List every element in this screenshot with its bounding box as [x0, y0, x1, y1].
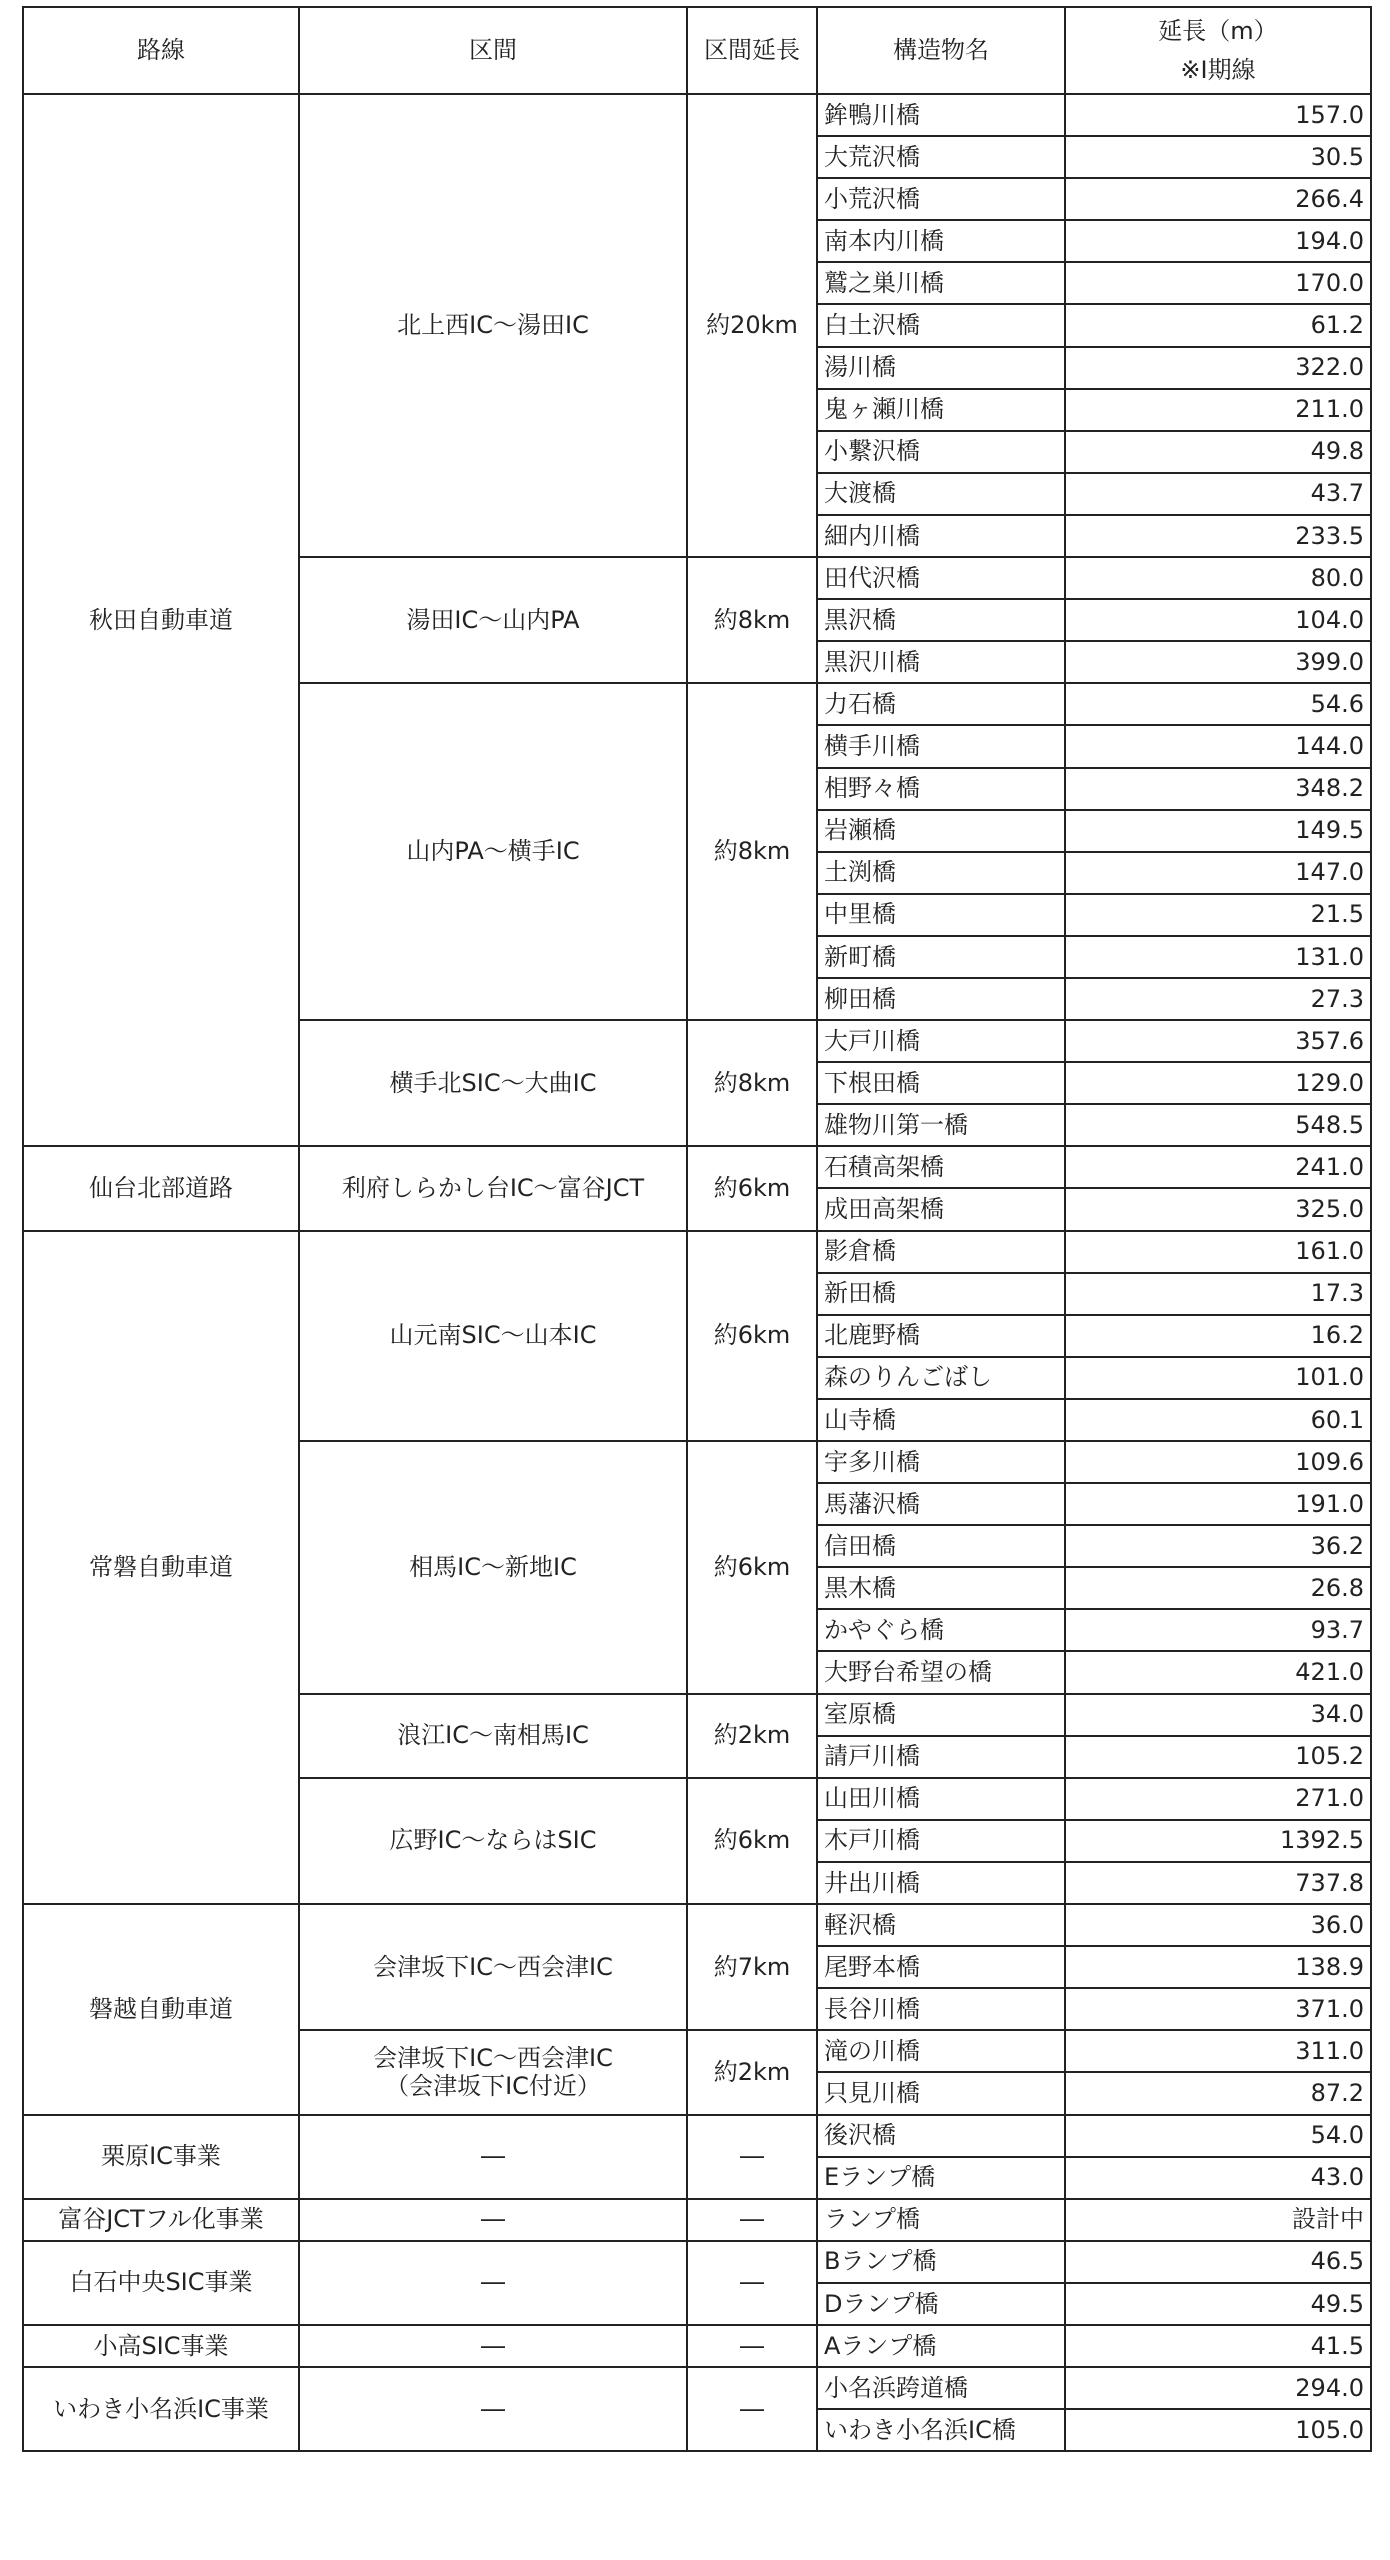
section-length-cell: ― — [687, 2367, 817, 2451]
bridge-table — [22, 6, 1372, 2452]
table-row — [23, 2241, 1371, 2283]
structure-name-cell: 鬼ヶ瀬川橋 — [817, 389, 1065, 431]
length-cell: 93.7 — [1065, 1609, 1371, 1651]
section-length-cell: 約2km — [687, 1694, 817, 1778]
length-cell: 233.5 — [1065, 515, 1371, 557]
section-cell — [299, 2115, 687, 2199]
length-cell: 138.9 — [1065, 1946, 1371, 1988]
length-cell: 49.5 — [1065, 2283, 1371, 2325]
route-cell: 常磐自動車道 — [23, 1231, 299, 1905]
section-cell — [299, 1146, 687, 1230]
length-cell: 26.8 — [1065, 1567, 1371, 1609]
length-cell: 294.0 — [1065, 2367, 1371, 2409]
table-row — [23, 2115, 1371, 2157]
route-cell: 仙台北部道路 — [23, 1146, 299, 1230]
header-section: 区間 — [299, 7, 687, 94]
structure-name-cell: Bランプ橋 — [817, 2241, 1065, 2283]
length-cell: 87.2 — [1065, 2072, 1371, 2114]
table-row — [23, 1231, 1371, 1273]
structure-name-cell: 大渡橋 — [817, 473, 1065, 515]
length-cell: 271.0 — [1065, 1778, 1371, 1820]
section-length-cell: 約7km — [687, 1904, 817, 2030]
structure-name-cell: 相野々橋 — [817, 768, 1065, 810]
table-row — [23, 1146, 1371, 1188]
length-cell: 357.6 — [1065, 1020, 1371, 1062]
structure-name-cell: Dランプ橋 — [817, 2283, 1065, 2325]
table-body — [23, 94, 1371, 2451]
header-route: 路線 — [23, 7, 299, 94]
section-label: 山内PA～横手IC — [406, 837, 580, 866]
section-cell — [299, 1020, 687, 1146]
structure-name-cell: 新町橋 — [817, 936, 1065, 978]
length-cell: 17.3 — [1065, 1273, 1371, 1315]
structure-name-cell: Eランプ橋 — [817, 2157, 1065, 2199]
route-cell: 富谷JCTフル化事業 — [23, 2199, 299, 2241]
structure-name-cell: 後沢橋 — [817, 2115, 1065, 2157]
length-cell: 371.0 — [1065, 1988, 1371, 2030]
length-cell: 41.5 — [1065, 2325, 1371, 2367]
length-cell: 170.0 — [1065, 262, 1371, 304]
section-length-cell: 約6km — [687, 1778, 817, 1904]
structure-name-cell: 森のりんごばし — [817, 1357, 1065, 1399]
section-length-cell: 約6km — [687, 1441, 817, 1694]
section-label: 利府しらかし台IC～富谷JCT — [341, 1174, 645, 1203]
structure-name-cell: かやぐら橋 — [817, 1609, 1065, 1651]
length-cell: 157.0 — [1065, 94, 1371, 136]
structure-name-cell: 請戸川橋 — [817, 1736, 1065, 1778]
structure-name-cell: 影倉橋 — [817, 1231, 1065, 1273]
section-cell — [299, 1694, 687, 1778]
route-cell: 磐越自動車道 — [23, 1904, 299, 2114]
section-length-cell: 約8km — [687, 1020, 817, 1146]
structure-name-cell: 小名浜跨道橋 — [817, 2367, 1065, 2409]
section-length-cell: ― — [687, 2199, 817, 2241]
structure-name-cell: 細内川橋 — [817, 515, 1065, 557]
section-label: ― — [481, 2331, 505, 2360]
length-cell: 241.0 — [1065, 1146, 1371, 1188]
length-cell: 43.0 — [1065, 2157, 1371, 2199]
section-cell — [299, 94, 687, 557]
route-cell: 秋田自動車道 — [23, 94, 299, 1146]
length-cell: 348.2 — [1065, 768, 1371, 810]
section-cell — [299, 2199, 687, 2241]
structure-name-cell: 尾野本橋 — [817, 1946, 1065, 1988]
length-cell: 211.0 — [1065, 389, 1371, 431]
section-label: 会津坂下IC～西会津IC — [373, 2043, 613, 2072]
section-cell — [299, 2030, 687, 2114]
length-cell: 149.5 — [1065, 810, 1371, 852]
route-cell: 小高SIC事業 — [23, 2325, 299, 2367]
header-row — [23, 7, 1371, 94]
structure-name-cell: 山田川橋 — [817, 1778, 1065, 1820]
structure-name-cell: 黒沢橋 — [817, 599, 1065, 641]
structure-name-cell: 田代沢橋 — [817, 557, 1065, 599]
length-cell: 36.0 — [1065, 1904, 1371, 1946]
length-cell: 設計中 — [1065, 2199, 1371, 2241]
length-cell: 54.6 — [1065, 683, 1371, 725]
length-cell: 325.0 — [1065, 1188, 1371, 1230]
section-label: 浪江IC～南相馬IC — [397, 1721, 589, 1750]
length-cell: 49.8 — [1065, 431, 1371, 473]
structure-name-cell: 中里橋 — [817, 894, 1065, 936]
length-cell: 80.0 — [1065, 557, 1371, 599]
structure-name-cell: 石積高架橋 — [817, 1146, 1065, 1188]
section-length-cell: ― — [687, 2325, 817, 2367]
section-sublabel: （会津坂下IC付近） — [385, 2072, 601, 2101]
length-cell: 191.0 — [1065, 1483, 1371, 1525]
length-cell: 737.8 — [1065, 1862, 1371, 1904]
section-cell — [299, 2325, 687, 2367]
table-row — [23, 2199, 1371, 2241]
structure-name-cell: 井出川橋 — [817, 1862, 1065, 1904]
length-cell: 101.0 — [1065, 1357, 1371, 1399]
section-length-cell: 約8km — [687, 557, 817, 683]
length-cell: 144.0 — [1065, 725, 1371, 767]
structure-name-cell: 室原橋 — [817, 1694, 1065, 1736]
section-label: 広野IC～ならはSIC — [389, 1826, 597, 1855]
section-cell — [299, 1904, 687, 2030]
structure-name-cell: 下根田橋 — [817, 1062, 1065, 1104]
length-cell: 1392.5 — [1065, 1820, 1371, 1862]
structure-name-cell: 鉾鴨川橋 — [817, 94, 1065, 136]
structure-name-cell: 鷲之巣川橋 — [817, 262, 1065, 304]
length-cell: 131.0 — [1065, 936, 1371, 978]
structure-name-cell: 力石橋 — [817, 683, 1065, 725]
structure-name-cell: 大荒沢橋 — [817, 136, 1065, 178]
route-cell: いわき小名浜IC事業 — [23, 2367, 299, 2451]
length-cell: 60.1 — [1065, 1399, 1371, 1441]
length-cell: 421.0 — [1065, 1651, 1371, 1693]
table-row — [23, 1904, 1371, 1946]
length-cell: 61.2 — [1065, 304, 1371, 346]
header-section-length: 区間延長 — [687, 7, 817, 94]
structure-name-cell: いわき小名浜IC橋 — [817, 2409, 1065, 2451]
length-cell: 54.0 — [1065, 2115, 1371, 2157]
structure-name-cell: 北鹿野橋 — [817, 1315, 1065, 1357]
section-cell — [299, 557, 687, 683]
length-cell: 36.2 — [1065, 1525, 1371, 1567]
structure-name-cell: 成田高架橋 — [817, 1188, 1065, 1230]
structure-name-cell: 土渕橋 — [817, 852, 1065, 894]
length-cell: 34.0 — [1065, 1694, 1371, 1736]
header-length-label: 延長（m） — [1158, 17, 1278, 46]
section-length-cell: ― — [687, 2241, 817, 2325]
section-length-cell: ― — [687, 2115, 817, 2199]
section-label: 相馬IC～新地IC — [409, 1552, 577, 1581]
structure-name-cell: 信田橋 — [817, 1525, 1065, 1567]
section-length-cell: 約6km — [687, 1146, 817, 1230]
structure-name-cell: 小荒沢橋 — [817, 178, 1065, 220]
length-cell: 399.0 — [1065, 641, 1371, 683]
structure-name-cell: Aランプ橋 — [817, 2325, 1065, 2367]
length-cell: 109.6 — [1065, 1441, 1371, 1483]
section-cell — [299, 1778, 687, 1904]
structure-name-cell: 馬藩沢橋 — [817, 1483, 1065, 1525]
length-cell: 548.5 — [1065, 1104, 1371, 1146]
length-cell: 322.0 — [1065, 347, 1371, 389]
length-cell: 129.0 — [1065, 1062, 1371, 1104]
structure-name-cell: 白土沢橋 — [817, 304, 1065, 346]
length-cell: 46.5 — [1065, 2241, 1371, 2283]
section-length-cell: 約20km — [687, 94, 817, 557]
structure-name-cell: 新田橋 — [817, 1273, 1065, 1315]
length-cell: 21.5 — [1065, 894, 1371, 936]
length-cell: 311.0 — [1065, 2030, 1371, 2072]
structure-name-cell: 滝の川橋 — [817, 2030, 1065, 2072]
table-row — [23, 94, 1371, 136]
section-cell — [299, 683, 687, 1020]
header-length-note: ※Ⅰ期線 — [1180, 55, 1256, 84]
structure-name-cell: 木戸川橋 — [817, 1820, 1065, 1862]
section-cell — [299, 1441, 687, 1694]
structure-name-cell: 小繋沢橋 — [817, 431, 1065, 473]
section-label: 湯田IC～山内PA — [406, 605, 580, 634]
structure-name-cell: 大野台希望の橋 — [817, 1651, 1065, 1693]
length-cell: 16.2 — [1065, 1315, 1371, 1357]
structure-name-cell: 雄物川第一橋 — [817, 1104, 1065, 1146]
length-cell: 105.2 — [1065, 1736, 1371, 1778]
length-cell: 43.7 — [1065, 473, 1371, 515]
length-cell: 147.0 — [1065, 852, 1371, 894]
section-label: ― — [481, 2268, 505, 2297]
section-label: ― — [481, 2205, 505, 2234]
section-label: ― — [481, 2394, 505, 2423]
structure-name-cell: 宇多川橋 — [817, 1441, 1065, 1483]
length-cell: 104.0 — [1065, 599, 1371, 641]
table-row — [23, 2325, 1371, 2367]
structure-name-cell: 南本内川橋 — [817, 220, 1065, 262]
section-label: ― — [481, 2142, 505, 2171]
route-cell: 白石中央SIC事業 — [23, 2241, 299, 2325]
structure-name-cell: 岩瀬橋 — [817, 810, 1065, 852]
length-cell: 266.4 — [1065, 178, 1371, 220]
structure-name-cell: 長谷川橋 — [817, 1988, 1065, 2030]
length-cell: 194.0 — [1065, 220, 1371, 262]
structure-name-cell: 軽沢橋 — [817, 1904, 1065, 1946]
structure-name-cell: 大戸川橋 — [817, 1020, 1065, 1062]
table-row — [23, 2367, 1371, 2409]
structure-name-cell: 只見川橋 — [817, 2072, 1065, 2114]
section-cell — [299, 2241, 687, 2325]
section-label: 北上西IC～湯田IC — [397, 311, 589, 340]
structure-name-cell: 黒沢川橋 — [817, 641, 1065, 683]
section-length-cell: 約2km — [687, 2030, 817, 2114]
section-cell — [299, 2367, 687, 2451]
structure-name-cell: 湯川橋 — [817, 347, 1065, 389]
structure-name-cell: 柳田橋 — [817, 978, 1065, 1020]
route-cell: 栗原IC事業 — [23, 2115, 299, 2199]
structure-name-cell: 横手川橋 — [817, 725, 1065, 767]
header-length — [1065, 7, 1371, 94]
section-length-cell: 約8km — [687, 683, 817, 1020]
structure-name-cell: 山寺橋 — [817, 1399, 1065, 1441]
section-length-cell: 約6km — [687, 1231, 817, 1441]
section-cell — [299, 1231, 687, 1441]
structure-name-cell: 黒木橋 — [817, 1567, 1065, 1609]
section-label: 会津坂下IC～西会津IC — [373, 1952, 613, 1981]
length-cell: 161.0 — [1065, 1231, 1371, 1273]
length-cell: 27.3 — [1065, 978, 1371, 1020]
section-label: 山元南SIC～山本IC — [389, 1321, 597, 1350]
structure-name-cell: ランプ橋 — [817, 2199, 1065, 2241]
length-cell: 105.0 — [1065, 2409, 1371, 2451]
section-label: 横手北SIC～大曲IC — [389, 1068, 597, 1097]
length-cell: 30.5 — [1065, 136, 1371, 178]
header-structure-name: 構造物名 — [817, 7, 1065, 94]
